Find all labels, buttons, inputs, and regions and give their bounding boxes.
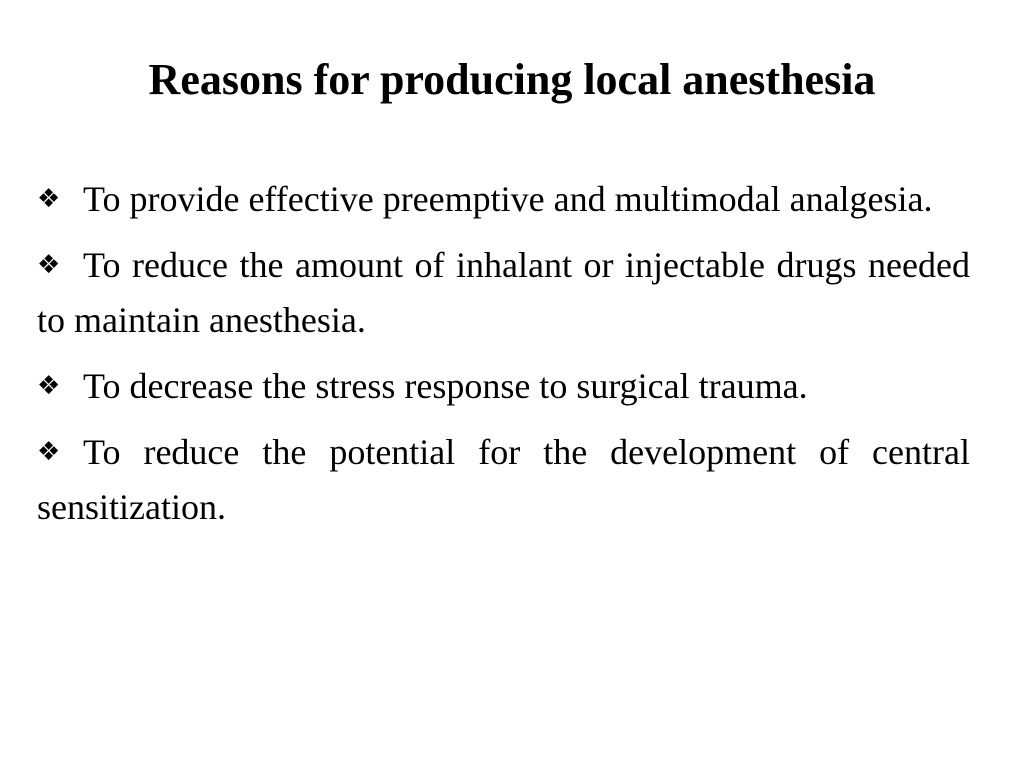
bullet-text: To decrease the stress response to surgical trauma.: [83, 366, 808, 406]
bullet-list: [37, 172, 970, 546]
list-item: [37, 425, 970, 535]
slide-title: Reasons for producing local anesthesia: [148, 55, 876, 104]
list-item: [37, 359, 970, 414]
four-diamond-icon: ❖: [37, 184, 61, 214]
bullet-text: To reduce the potential for the development of central sensitization.: [37, 432, 970, 527]
four-diamond-icon: ❖: [37, 250, 61, 280]
list-item: [37, 172, 970, 227]
list-item: [37, 238, 970, 348]
four-diamond-icon: ❖: [37, 437, 61, 467]
bullet-text: To reduce the amount of inhalant or injectable drugs needed to maintain anesthesia.: [37, 245, 970, 340]
four-diamond-icon: ❖: [37, 371, 61, 401]
bullet-text: To provide effective preemptive and multimodal analgesia.: [83, 179, 933, 219]
